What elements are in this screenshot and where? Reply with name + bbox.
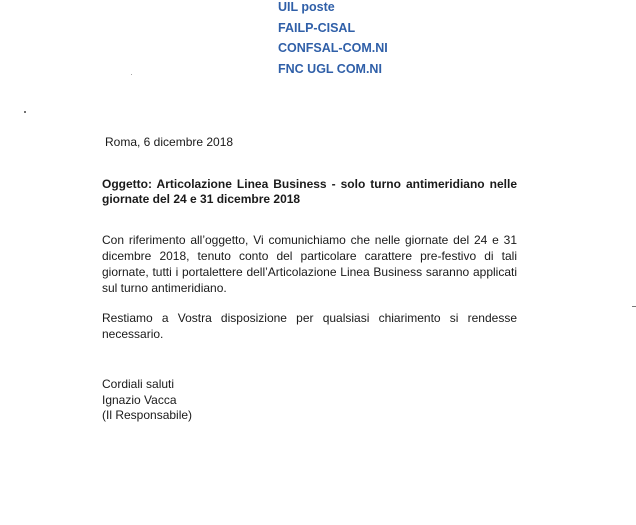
- paragraph-2-line-1: Restiamo a Vostra disposizione per qualsiasi chiarimento si rendesse: [102, 311, 517, 325]
- scan-edge-mark: [632, 306, 636, 307]
- paragraph-2-line-2: necessario.: [102, 327, 164, 341]
- recipients-list: [278, 0, 388, 79]
- paragraph-1-line-3: giornate, tutti i portalettere dell’Articolazione Linea Business saranno applicati: [102, 265, 517, 279]
- signer-role: (Il Responsabile): [102, 408, 193, 422]
- closing-block: [102, 377, 192, 424]
- recipient-confsal-comni: CONFSAL-COM.NI: [278, 41, 388, 55]
- body-paragraph-2: [102, 310, 517, 342]
- recipient-fnc-ugl-comni: FNC UGL COM.NI: [278, 61, 382, 76]
- subject-line-2: giornate del 24 e 31 dicembre 2018: [102, 192, 301, 206]
- body-paragraph-1: [102, 232, 517, 296]
- subject-line-1: Oggetto: Articolazione Linea Business - solo turno antimeridiano nelle: [102, 177, 517, 191]
- closing-greeting: Cordiali saluti: [102, 377, 175, 391]
- scan-speck: [24, 111, 26, 113]
- subject-heading: [102, 177, 517, 207]
- recipient-failp-cisal: FAILP-CISAL: [278, 20, 356, 35]
- scan-speck: [131, 74, 132, 75]
- place-date: Roma, 6 dicembre 2018: [105, 135, 234, 149]
- paragraph-1-line-2: dicembre 2018, tenuto conto del particolare carattere pre-festivo di tali: [102, 249, 517, 263]
- recipient-uil-poste: UIL poste: [278, 0, 335, 14]
- signer-name: Ignazio Vacca: [102, 392, 177, 407]
- paragraph-1-line-4: sul turno antimeridiano.: [102, 281, 227, 295]
- paragraph-1-line-1: Con riferimento all’oggetto, Vi comunichiamo che nelle giornate del 24 e 31: [102, 233, 517, 247]
